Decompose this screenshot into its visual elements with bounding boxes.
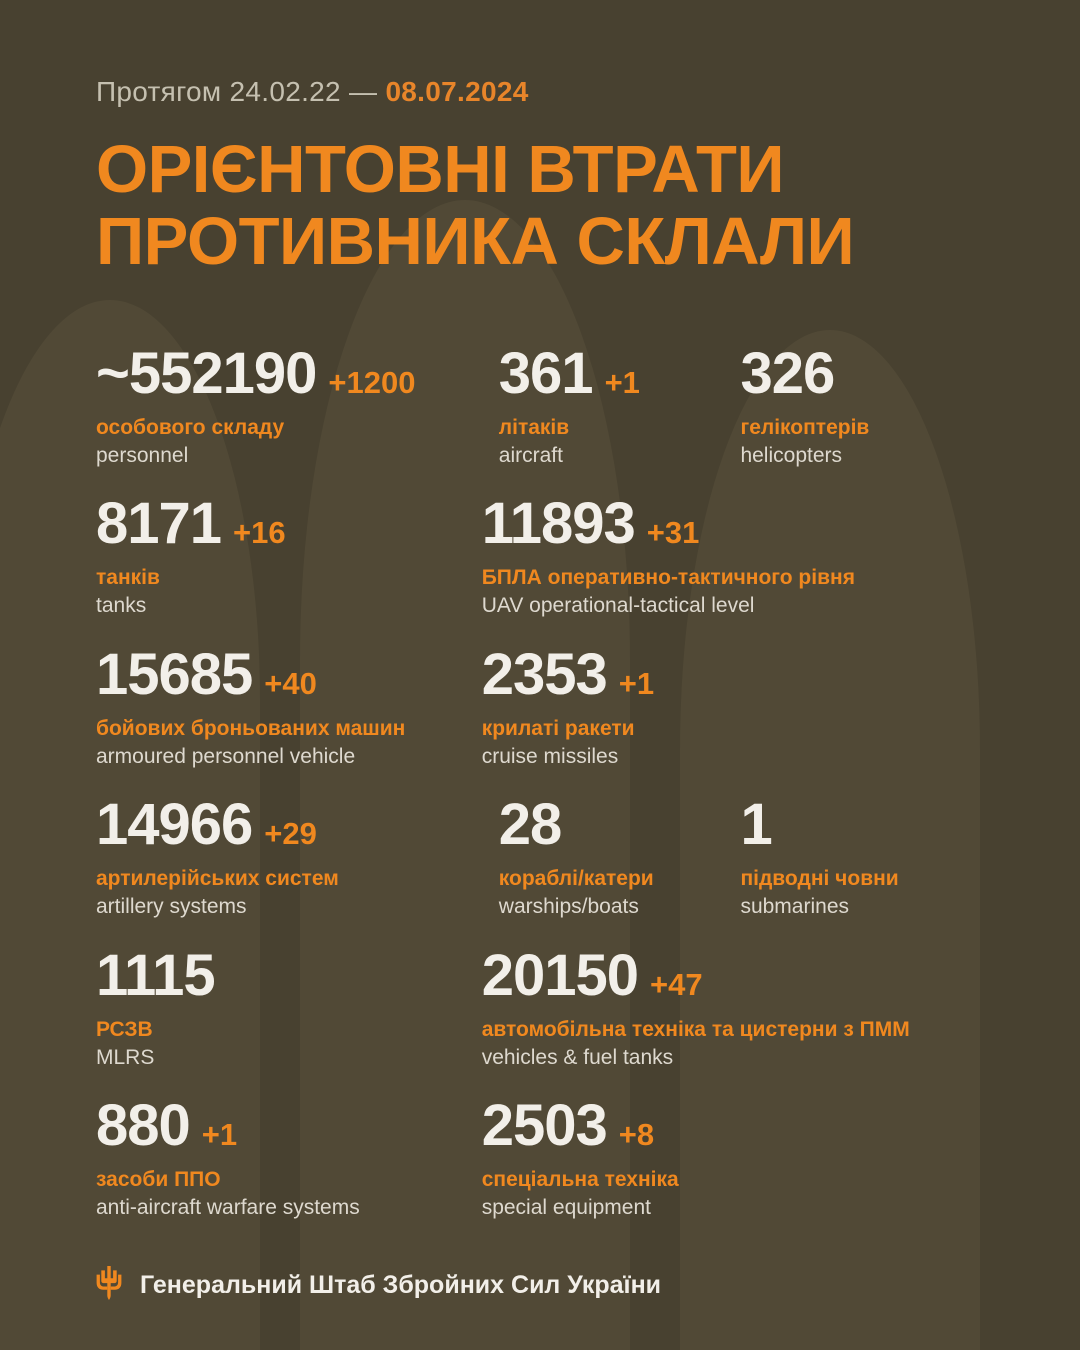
- trident-icon: [96, 1266, 122, 1306]
- stat-value-line: [96, 641, 482, 707]
- stat-label-ua: особового складу: [96, 415, 285, 439]
- stat-value-line: [481, 491, 984, 557]
- stat-value: 2353: [481, 641, 607, 707]
- stat-value-line: [498, 792, 741, 858]
- stat-value: 1: [740, 792, 772, 858]
- stats-row: [96, 641, 984, 771]
- stat-label-ua: крилаті ракети: [481, 716, 635, 740]
- stat-tanks: [96, 491, 482, 620]
- headline-line-1: ОРІЄНТОВНІ ВТРАТИ: [96, 132, 785, 207]
- stat-aircraft: [498, 340, 741, 470]
- page-title: [96, 134, 984, 279]
- stat-label-en: warships/boats: [498, 895, 639, 919]
- stat-label-en: personnel: [96, 443, 189, 467]
- stat-value: 8171: [96, 491, 222, 557]
- stats-row: [96, 340, 984, 470]
- stat-delta: +1: [201, 1117, 238, 1153]
- stat-label-en: helicopters: [740, 443, 843, 467]
- stat-mlrs: [96, 942, 482, 1072]
- stat-label-en: vehicles & fuel tanks: [481, 1045, 674, 1069]
- stat-delta: +47: [650, 966, 703, 1002]
- headline-line-2: ПРОТИВНИКА СКЛАЛИ: [96, 204, 855, 280]
- stat-label-ua: бойових броньованих машин: [96, 716, 406, 740]
- stat-label-en: artillery systems: [96, 895, 247, 919]
- stats-row: [96, 491, 984, 620]
- stat-value-line: [96, 1093, 482, 1159]
- stat-label-en: cruise missiles: [481, 744, 619, 768]
- stat-value: 326: [740, 340, 835, 406]
- stat-label-en: MLRS: [96, 1045, 155, 1069]
- stat-value: 880: [96, 1093, 190, 1159]
- stat-label-en: anti-aircraft warfare systems: [96, 1196, 360, 1220]
- stat-label-ua: підводні човни: [740, 867, 899, 891]
- stat-value-line: [740, 340, 984, 406]
- stat-vehicles-fuel-tanks: [481, 942, 984, 1072]
- stat-label-ua: гелікоптерів: [740, 415, 870, 439]
- stat-label-en: UAV operational-tactical level: [481, 594, 755, 618]
- date-prefix: Протягом 24.02.22: [96, 76, 341, 107]
- stat-value-line: [96, 792, 499, 858]
- stats-row: [96, 1093, 984, 1222]
- stat-value-line: [481, 942, 984, 1008]
- stat-value-line: [481, 1093, 984, 1159]
- stat-label-ua: засоби ППО: [96, 1168, 221, 1192]
- stat-value-line: [740, 792, 984, 858]
- stat-label-ua: спеціальна техніка: [481, 1168, 679, 1192]
- stat-label-en: armoured personnel vehicle: [96, 744, 356, 768]
- stat-cruise-missiles: [481, 641, 984, 771]
- footer-text: Генеральний Штаб Збройних Сил України: [140, 1271, 662, 1300]
- stat-label-ua: БПЛА оперативно-тактичного рівня: [481, 566, 855, 590]
- stat-value: 1115: [96, 942, 215, 1008]
- stat-delta: +29: [264, 816, 317, 852]
- footer: [96, 1266, 984, 1306]
- stat-value-line: [96, 942, 482, 1008]
- stat-warships: [498, 792, 741, 921]
- stat-artillery-systems: [96, 792, 499, 921]
- stat-value-line: [96, 340, 499, 406]
- stat-label-ua: автомобільна техніка та цистерни з ПММ: [481, 1017, 910, 1041]
- stat-label-en: tanks: [96, 594, 147, 618]
- stat-value: 15685: [96, 641, 253, 707]
- stat-delta: +8: [618, 1117, 655, 1153]
- date-dash: —: [349, 76, 378, 107]
- stat-value: 11893: [481, 491, 635, 557]
- stat-armoured-personnel-vehicle: [96, 641, 482, 771]
- stat-value-line: [96, 491, 482, 557]
- stat-anti-aircraft-warfare-systems: [96, 1093, 482, 1222]
- stat-value: 20150: [481, 942, 638, 1008]
- stat-delta: +1200: [328, 364, 416, 400]
- stat-value: 14966: [96, 792, 253, 858]
- stat-submarines: [740, 792, 984, 921]
- stat-label-ua: РСЗВ: [96, 1017, 153, 1041]
- stat-delta: +1: [618, 665, 655, 701]
- stat-delta: +1: [604, 364, 640, 400]
- stats-row: [96, 792, 984, 921]
- stat-label-ua: танків: [96, 566, 160, 590]
- stat-delta: +40: [264, 665, 317, 701]
- stat-label-ua: літаків: [498, 415, 570, 439]
- stat-delta: +31: [646, 515, 700, 551]
- stat-label-ua: кораблі/катери: [498, 867, 654, 891]
- stats-grid: [96, 340, 984, 1222]
- stat-value: ~552190: [96, 340, 317, 406]
- stat-label-ua: артилерійських систем: [96, 867, 339, 891]
- stat-personnel: [96, 340, 499, 470]
- date-range: [96, 0, 984, 108]
- stat-value: 361: [498, 340, 593, 406]
- stat-label-en: special equipment: [481, 1196, 651, 1220]
- stat-label-en: aircraft: [498, 443, 563, 467]
- date-value: 08.07.2024: [385, 76, 529, 107]
- stat-uav: [481, 491, 984, 620]
- stat-value: 2503: [481, 1093, 607, 1159]
- stat-value-line: [481, 641, 984, 707]
- stat-helicopters: [740, 340, 984, 470]
- stats-row: [96, 942, 984, 1072]
- stat-label-en: submarines: [740, 895, 850, 919]
- stat-value-line: [498, 340, 741, 406]
- stat-value: 28: [498, 792, 562, 858]
- stat-delta: +16: [233, 515, 286, 551]
- stat-special-equipment: [481, 1093, 984, 1222]
